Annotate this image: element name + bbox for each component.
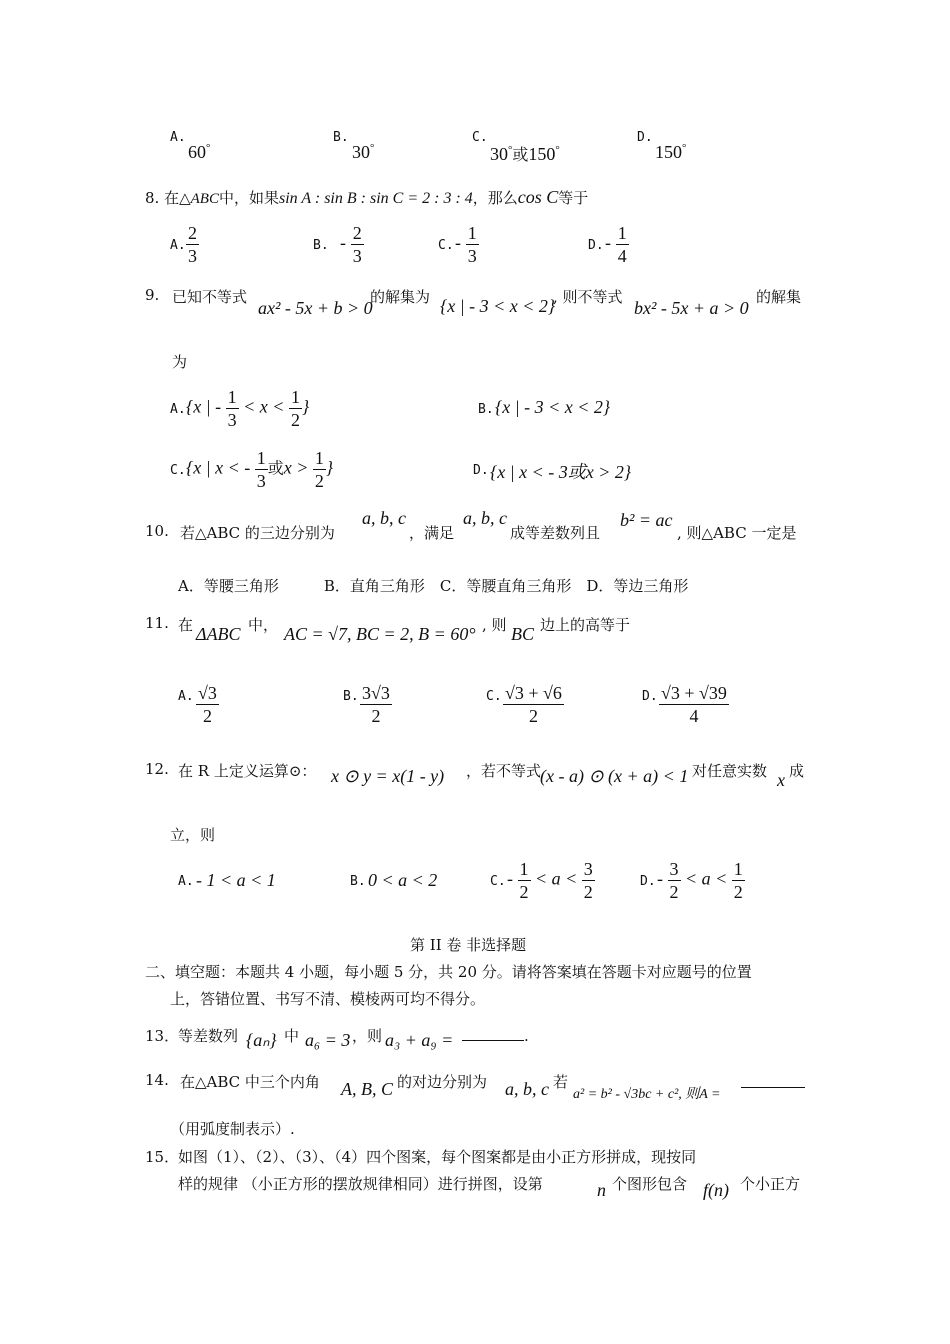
math-expression: f(n) [703,1180,729,1200]
option-value: $\frac{√3 + √39}{4}$ [661,683,727,726]
math-expression: BC [511,624,535,644]
question-number: 11. [145,614,169,632]
math-expression: x ⊙ y = x(1 - y) [331,766,445,786]
option-value: {x | - $\frac{1}{3}$ < x < $\frac{1}{2}$ } [186,387,310,430]
option-value: {x | x < - $\frac{1}{3}$ 或x > $\frac{1}{2}$ } [186,448,334,491]
answer-blank[interactable] [741,1073,805,1092]
math-expression: (x - a) ⊙ (x + a) < 1 [540,766,689,786]
option-label: D. [473,463,489,478]
math-expression: a, b, c [362,508,406,528]
option-value: - 1 < a < 1 [196,870,276,890]
section-instructions: 二、填空题：本题共 4 小题，每小题 5 分，共 20 分。请将答案填在答题卡对应题号的位置 [145,963,752,981]
option-value: - $\frac{3}{2}$ < a < $\frac{1}{2}$ [657,859,743,902]
question-10-options: A．等腰三角形 B．直角三角形 C．等腰直角三角形 D．等边三角形 [178,577,689,595]
math-expression: {aₙ} [246,1030,277,1050]
option-value: 30° [352,142,375,162]
section-instructions: 上，答错位置、书写不清、模棱两可均不得分。 [170,990,486,1008]
math-expression: a₆ = 3 [305,1030,351,1050]
math-variable: n [597,1180,606,1200]
question-8-stem: 8. 在△ABC中，如果sin A : sin B : sin C = 2 : 3 : 4，那么cos C等于 [145,187,589,207]
math-expression: a² = b² - √3bc + c², 则A = [573,1087,721,1102]
math-expression: b² = ac [620,510,673,530]
option-label: A. [170,402,186,417]
question-number: 14. [145,1071,169,1089]
option-label: D. [637,130,653,145]
option-value: - $\frac{1}{3}$ [455,223,477,266]
math-expression: ΔABC [196,624,241,644]
math-expression: a, b, c [463,508,507,528]
math-expression: a, b, c [505,1079,549,1099]
option-label: C. [170,463,186,478]
option-label: B. [343,689,359,704]
option-value: - $\frac{1}{4}$ [605,223,627,266]
option-value: $\frac{2}{3}$ [188,223,197,266]
option-value: - $\frac{1}{2}$ < a < $\frac{3}{2}$ [507,859,593,902]
question-number: 8. [145,189,160,207]
option-label: B. [350,874,366,889]
question-number: 12. [145,760,169,778]
option-label: B. [478,402,494,417]
math-expression: bx² - 5x + a > 0 [634,298,749,318]
option-label: D. [642,689,658,704]
question-number: 9. [145,286,160,304]
option-value: $\frac{√3}{2}$ [198,683,217,726]
option-value: - $\frac{2}{3}$ [340,223,362,266]
math-expression: cos C [517,187,559,207]
math-expression: {x | - 3 < x < 2} [440,296,556,316]
question-number: 10. [145,522,169,540]
math-expression: a₃ + a₉ = [385,1030,454,1050]
math-variable: x [777,770,785,790]
math-expression: A, B, C [341,1079,393,1099]
option-value: $\frac{3√3}{2}$ [362,683,390,726]
option-value: 0 < a < 2 [368,870,438,890]
option-value: {x | - 3 < x < 2} [495,397,611,417]
option-value: {x | x < - 3或x > 2} [490,462,632,482]
math-expression: AC = √7, BC = 2, B = 60° [284,624,476,644]
option-label: A. [178,689,194,704]
option-label: D. [588,238,604,253]
option-label: B. [313,238,329,253]
option-label: A. [170,238,186,253]
question-number: 13． [145,1027,180,1045]
option-value: 150° [655,142,687,162]
option-value: $\frac{√3 + √6}{2}$ [505,683,562,726]
question-number: 15． [145,1148,180,1166]
option-label: C. [490,874,506,889]
math-expression: sin A : sin B : sin C = 2 : 3 : 4 [279,190,473,207]
answer-blank[interactable]: . [462,1026,529,1045]
option-value: 30°或150° [490,144,560,164]
option-label: A. [178,874,194,889]
option-label: C. [472,130,488,145]
option-label: C. [438,238,454,253]
option-value: 60° [188,142,211,162]
option-label: D. [640,874,656,889]
option-label: B. [333,130,349,145]
option-label: A. [170,130,186,145]
math-expression: ax² - 5x + b > 0 [258,298,373,318]
option-label: C. [486,689,502,704]
section-title: 第 II 卷 非选择题 [410,936,527,954]
